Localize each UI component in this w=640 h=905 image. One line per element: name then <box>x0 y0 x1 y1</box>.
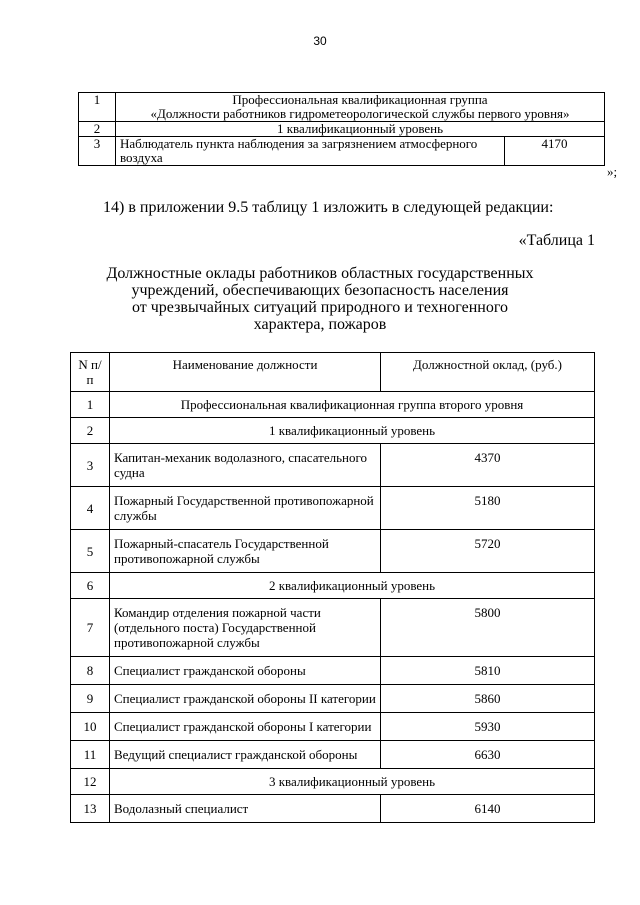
position-name: Специалист гражданской обороны I категории <box>110 713 381 741</box>
position-name: Специалист гражданской обороны II категории <box>110 685 381 713</box>
table-row <box>71 795 595 823</box>
salary-value: 5800 <box>381 599 595 657</box>
table-row <box>71 444 595 487</box>
salary-value: 5810 <box>381 657 595 685</box>
row-number: 10 <box>71 713 110 741</box>
salary-value: 5180 <box>381 487 595 530</box>
table-row <box>71 713 595 741</box>
header-num: N п/п <box>71 353 110 392</box>
row-number: 9 <box>71 685 110 713</box>
position-name: Командир отделения пожарной части (отдельного поста) Государственной противопожарной службы <box>110 599 381 657</box>
table-label: «Таблица 1 <box>518 232 595 249</box>
position-name: Капитан-механик водолазного, спасательного судна <box>110 444 381 487</box>
position-name: Пожарный-спасатель Государственной противопожарной службы <box>110 530 381 573</box>
header-salary: Должностной оклад, (руб.) <box>381 353 595 392</box>
salary-value: 6140 <box>381 795 595 823</box>
level-title: 1 квалификационный уровень <box>110 418 595 444</box>
previous-table-fragment <box>78 92 605 166</box>
row-number: 2 <box>79 122 116 137</box>
group-title-line: «Должности работников гидрометеорологической службы первого уровня» <box>150 106 570 121</box>
table-row <box>71 657 595 685</box>
row-number: 8 <box>71 657 110 685</box>
salary-table <box>70 352 595 823</box>
table-row <box>79 122 605 137</box>
row-number: 2 <box>71 418 110 444</box>
salary-value: 6630 <box>381 741 595 769</box>
row-number: 7 <box>71 599 110 657</box>
level-title: 1 квалификационный уровень <box>116 122 605 137</box>
position-name: Водолазный специалист <box>110 795 381 823</box>
row-number: 3 <box>79 137 116 166</box>
group-title-line: Профессиональная квалификационная группа <box>232 92 488 107</box>
group-title: Профессиональная квалификационная группа второго уровня <box>110 392 595 418</box>
row-number: 1 <box>79 93 116 122</box>
caption-line: учреждений, обеспечивающих безопасность населения <box>131 282 509 299</box>
table-row <box>71 418 595 444</box>
table-caption <box>0 265 640 333</box>
table-row <box>71 769 595 795</box>
closing-quote: »; <box>607 164 618 179</box>
table-row <box>79 137 605 166</box>
table-row <box>79 93 605 122</box>
table-row <box>71 530 595 573</box>
caption-line: Должностные оклады работников областных государственных <box>106 265 534 282</box>
position-name: Ведущий специалист гражданской обороны <box>110 741 381 769</box>
position-name: Наблюдатель пункта наблюдения за загрязнением атмосферного воздуха <box>116 137 505 166</box>
salary-value: 4170 <box>505 137 605 166</box>
row-number: 1 <box>71 392 110 418</box>
row-number: 13 <box>71 795 110 823</box>
level-title: 2 квалификационный уровень <box>110 573 595 599</box>
position-name: Специалист гражданской обороны <box>110 657 381 685</box>
row-number: 5 <box>71 530 110 573</box>
page-number: 30 <box>313 34 327 48</box>
row-number: 3 <box>71 444 110 487</box>
table-row <box>71 573 595 599</box>
table-row <box>71 685 595 713</box>
salary-value: 5930 <box>381 713 595 741</box>
header-name: Наименование должности <box>110 353 381 392</box>
table-header-row <box>71 353 595 392</box>
row-number: 4 <box>71 487 110 530</box>
amendment-paragraph: 14) в приложении 9.5 таблицу 1 изложить в следующей редакции: <box>103 199 554 216</box>
row-number: 12 <box>71 769 110 795</box>
salary-value: 5860 <box>381 685 595 713</box>
table-row <box>71 599 595 657</box>
table-row <box>71 487 595 530</box>
group-title <box>116 93 605 122</box>
position-name: Пожарный Государственной противопожарной службы <box>110 487 381 530</box>
row-number: 6 <box>71 573 110 599</box>
table-row <box>71 741 595 769</box>
table-row <box>71 392 595 418</box>
salary-value: 4370 <box>381 444 595 487</box>
salary-value: 5720 <box>381 530 595 573</box>
row-number: 11 <box>71 741 110 769</box>
level-title: 3 квалификационный уровень <box>110 769 595 795</box>
caption-line: характера, пожаров <box>253 316 387 333</box>
caption-line: от чрезвычайных ситуаций природного и техногенного <box>131 299 509 316</box>
